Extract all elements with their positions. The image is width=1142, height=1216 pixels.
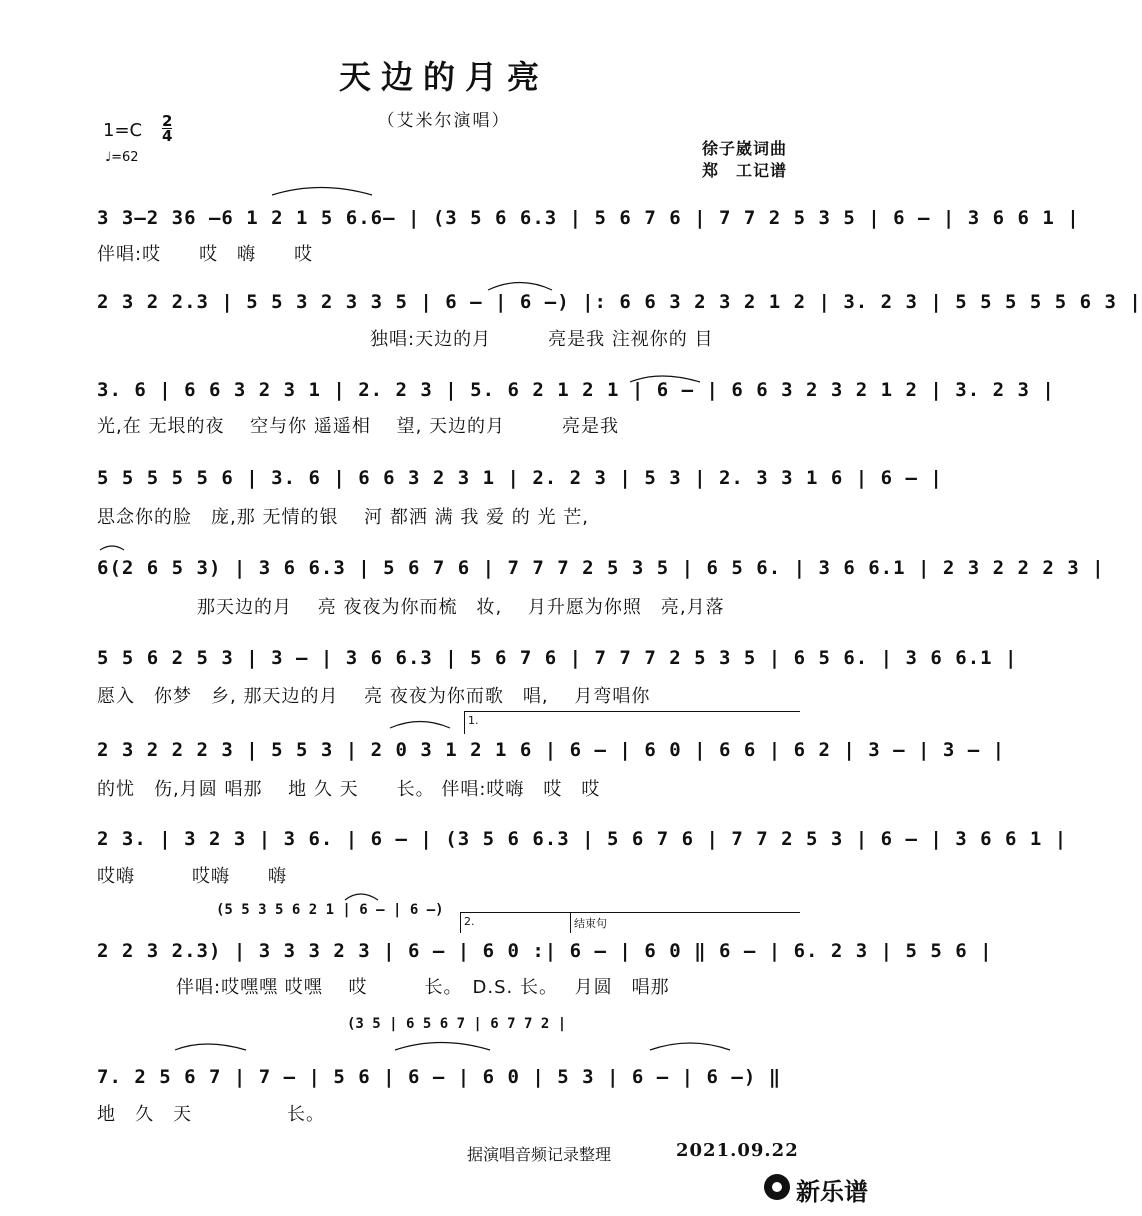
lyrics-row-9: 伴唱:哎嘿嘿 哎嘿 哎 长。 D.S. 长。 月圆 唱那 [176, 977, 670, 998]
staff-row-9: 2 2 3 2.3) | 3 3 3 2 3 | 6 – | 6 0 :| 6 – | 6 0 ‖ 6 – | 6. 2 3 | 5 5 6 | [97, 940, 993, 962]
lyrics-row-7: 的忧 伤,月圆 唱那 地 久 天 长。 伴唱:哎嗨 哎 哎 [97, 779, 601, 800]
tempo-marking: ♩=62 [105, 150, 139, 165]
brand-name: 新乐谱 [796, 1178, 868, 1206]
transcriber-credit: 郑 工记谱 [702, 161, 788, 180]
lyrics-row-2: 独唱:天边的月 亮是我 注视你的 目 [370, 329, 714, 350]
staff-row-4: 5 5 5 5 5 6 | 3. 6 | 6 6 3 2 3 1 | 2. 2 3 | 5 3 | 2. 3 3 1 6 | 6 – | [97, 467, 943, 489]
staff-row-6: 5 5 6 2 5 3 | 3 – | 3 6 6.3 | 5 6 7 6 | 7 7 7 2 5 3 5 | 6 5 6. | 3 6 6.1 | [97, 647, 1018, 669]
slur [630, 376, 700, 382]
song-title: 天边的月亮 [338, 58, 549, 96]
staff-row-1: 3 3–2 36 –6 1 2 1 5 6.6– | (3 5 6 6.3 | 5 6 7 6 | 7 7 2 5 3 5 | 6 – | 3 6 6 1 | [97, 207, 1080, 229]
lyrics-row-1: 伴唱:哎 哎 嗨 哎 [97, 244, 314, 265]
composer-credit: 徐子崴词曲 [702, 139, 788, 158]
slur [390, 722, 450, 729]
key-signature: 1=C [103, 120, 143, 141]
performer-subtitle: （艾米尔演唱） [377, 111, 511, 131]
lyrics-row-6: 愿入 你梦 乡, 那天边的月 亮 夜夜为你而歌 唱, 月弯唱你 [97, 686, 651, 707]
staff-row-5: 6(2 6 5 3) | 3 6 6.3 | 5 6 7 6 | 7 7 7 2 5 3 5 | 6 5 6. | 3 6 6.1 | 2 3 2 2 2 3 | [97, 557, 1105, 579]
staff-row-7: 2 3 2 2 2 3 | 5 5 3 | 2 0 3 1 2 1 6 | 6 – | 6 0 | 6 6 | 6 2 | 3 – | 3 – | [97, 739, 1006, 761]
lyrics-row-4: 思念你的脸 庞,那 无情的银 河 都洒 满 我 爱 的 光 芒, [97, 507, 589, 528]
lyrics-row-8: 哎嗨 哎嗨 嗨 [97, 866, 287, 887]
instrumental-upper-row-10: (3 5 | 6 5 6 7 | 6 7 7 2 | [347, 1016, 567, 1032]
staff-row-2: 2 3 2 2.3 | 5 5 3 2 3 3 5 | 6 – | 6 –) |: 6 6 3 2 3 2 1 2 | 3. 2 3 | 5 5 5 5 5 6 3 | [97, 291, 1142, 313]
slur [395, 1043, 490, 1051]
time-signature-bottom: 4 [162, 127, 173, 145]
brand-watermark [764, 1172, 868, 1207]
staff-row-3: 3. 6 | 6 6 3 2 3 1 | 2. 2 3 | 5. 6 2 1 2 1 | 6 – | 6 6 3 2 3 2 1 2 | 3. 2 3 | [97, 379, 1055, 401]
lyrics-row-5: 那天边的月 亮 夜夜为你而梳 妆, 月升愿为你照 亮,月落 [197, 597, 725, 618]
time-signature-top: 2 [162, 112, 173, 130]
lyrics-row-3: 光,在 无垠的夜 空与你 遥遥相 望, 天边的月 亮是我 [97, 416, 620, 437]
instrumental-upper-row-9: (5 5 3 5 6 2 1 | 6 – | 6 –) [216, 902, 444, 918]
slur [272, 188, 372, 196]
first-ending-bracket: 1. [464, 711, 800, 734]
transcription-date: 2021.09.22 [676, 1140, 799, 1161]
slur [345, 894, 378, 900]
slur [100, 546, 124, 550]
slur [175, 1044, 246, 1050]
source-note: 据演唱音频记录整理 [467, 1145, 612, 1164]
coda-label: 结束句 [570, 912, 800, 933]
second-ending-bracket: 2. [460, 912, 570, 933]
staff-row-10: 7. 2 5 6 7 | 7 – | 5 6 | 6 – | 6 0 | 5 3 | 6 – | 6 –) ‖ [97, 1066, 782, 1088]
slur [650, 1043, 730, 1050]
slur [488, 283, 552, 291]
staff-row-8: 2 3. | 3 2 3 | 3 6. | 6 – | (3 5 6 6.3 | 5 6 7 6 | 7 7 2 5 3 | 6 – | 3 6 6 1 | [97, 828, 1068, 850]
lyrics-row-10: 地 久 天 长。 [97, 1104, 325, 1125]
